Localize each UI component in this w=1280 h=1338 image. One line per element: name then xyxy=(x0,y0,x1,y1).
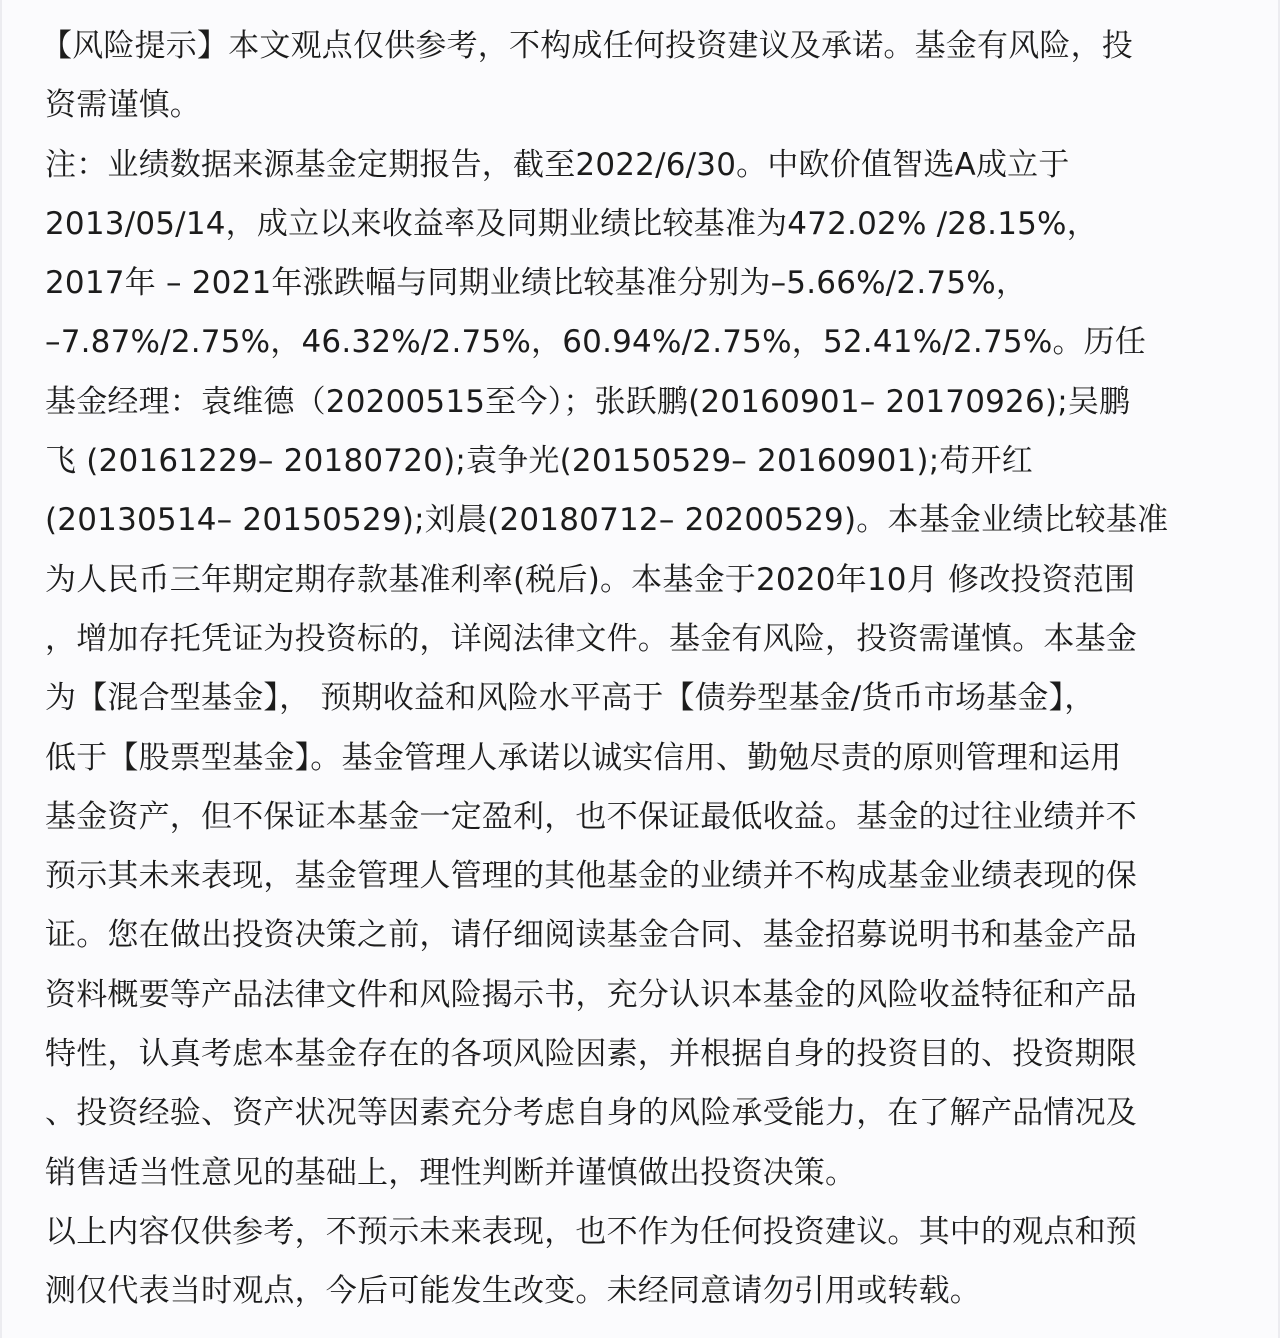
text-line: 证。您在做出投资决策之前，请仔细阅读基金合同、基金招募说明书和基金产品 xyxy=(45,917,1137,954)
text-line: 特性，认真考虑本基金存在的各项风险因素，并根据自身的投资目的、投资期限 xyxy=(45,1036,1137,1073)
text-line: ，增加存托凭证为投资标的，详阅法律文件。基金有风险，投资需谨慎。本基金 xyxy=(45,620,1137,657)
text-line: 2013/05/14，成立以来收益率及同期业绩比较基准为472.02% /28.15%， xyxy=(45,205,1098,242)
text-line: 、投资经验、资产状况等因素充分考虑自身的风险承受能力，在了解产品情况及 xyxy=(45,1095,1137,1132)
disclaimer-text-block xyxy=(41,17,1245,1322)
performance-note-paragraph xyxy=(45,136,1245,1203)
text-line: 注：业绩数据来源基金定期报告，截至2022/6/30。中欧价值智选A成立于 xyxy=(45,146,1070,183)
text-line: 为人民币三年期定期存款基准利率(税后)。本基金于2020年10月 修改投资范围 xyxy=(45,561,1136,598)
text-line: 2017年 – 2021年涨跌幅与同期业绩比较基准分别为–5.66%/2.75%， xyxy=(45,265,1028,302)
text-line: 资需谨慎。 xyxy=(45,87,201,124)
text-line: 测仅代表当时观点，今后可能发生改变。未经同意请勿引用或转载。 xyxy=(45,1273,981,1310)
text-line: (20130514– 20150529);刘晨(20180712– 20200529)。本基金业绩比较基准 xyxy=(45,502,1169,539)
text-line: 为【混合型基金】， 预期收益和风险水平高于【债券型基金/货币市场基金】， xyxy=(45,680,1096,717)
text-line: 飞 (20161229– 20180720);袁争光(20150529– 20160901);苟开红 xyxy=(45,443,1033,480)
text-line: 预示其未来表现，基金管理人管理的其他基金的业绩并不构成基金业绩表现的保 xyxy=(45,858,1137,895)
text-line: –7.87%/2.75%，46.32%/2.75%，60.94%/2.75%，52.41%/2.75%。历任 xyxy=(45,324,1147,361)
text-line: 销售适当性意见的基础上，理性判断并谨慎做出投资决策。 xyxy=(45,1154,857,1191)
risk-notice-paragraph xyxy=(41,17,1245,136)
closing-disclaimer-paragraph xyxy=(45,1203,1245,1322)
text-line: 【风险提示】本文观点仅供参考，不构成任何投资建议及承诺。基金有风险，投 xyxy=(41,28,1133,64)
text-line: 以上内容仅供参考，不预示未来表现，也不作为任何投资建议。其中的观点和预 xyxy=(45,1213,1137,1250)
text-line: 低于【股票型基金】。基金管理人承诺以诚实信用、勤勉尽责的原则管理和运用 xyxy=(45,739,1122,776)
text-line: 基金经理：袁维德（20200515至今）；张跃鹏(20160901– 20170926);吴鹏 xyxy=(45,383,1131,420)
text-line: 基金资产，但不保证本基金一定盈利，也不保证最低收益。基金的过往业绩并不 xyxy=(45,798,1137,835)
text-line: 资料概要等产品法律文件和风险揭示书，充分认识本基金的风险收益特征和产品 xyxy=(45,976,1137,1013)
